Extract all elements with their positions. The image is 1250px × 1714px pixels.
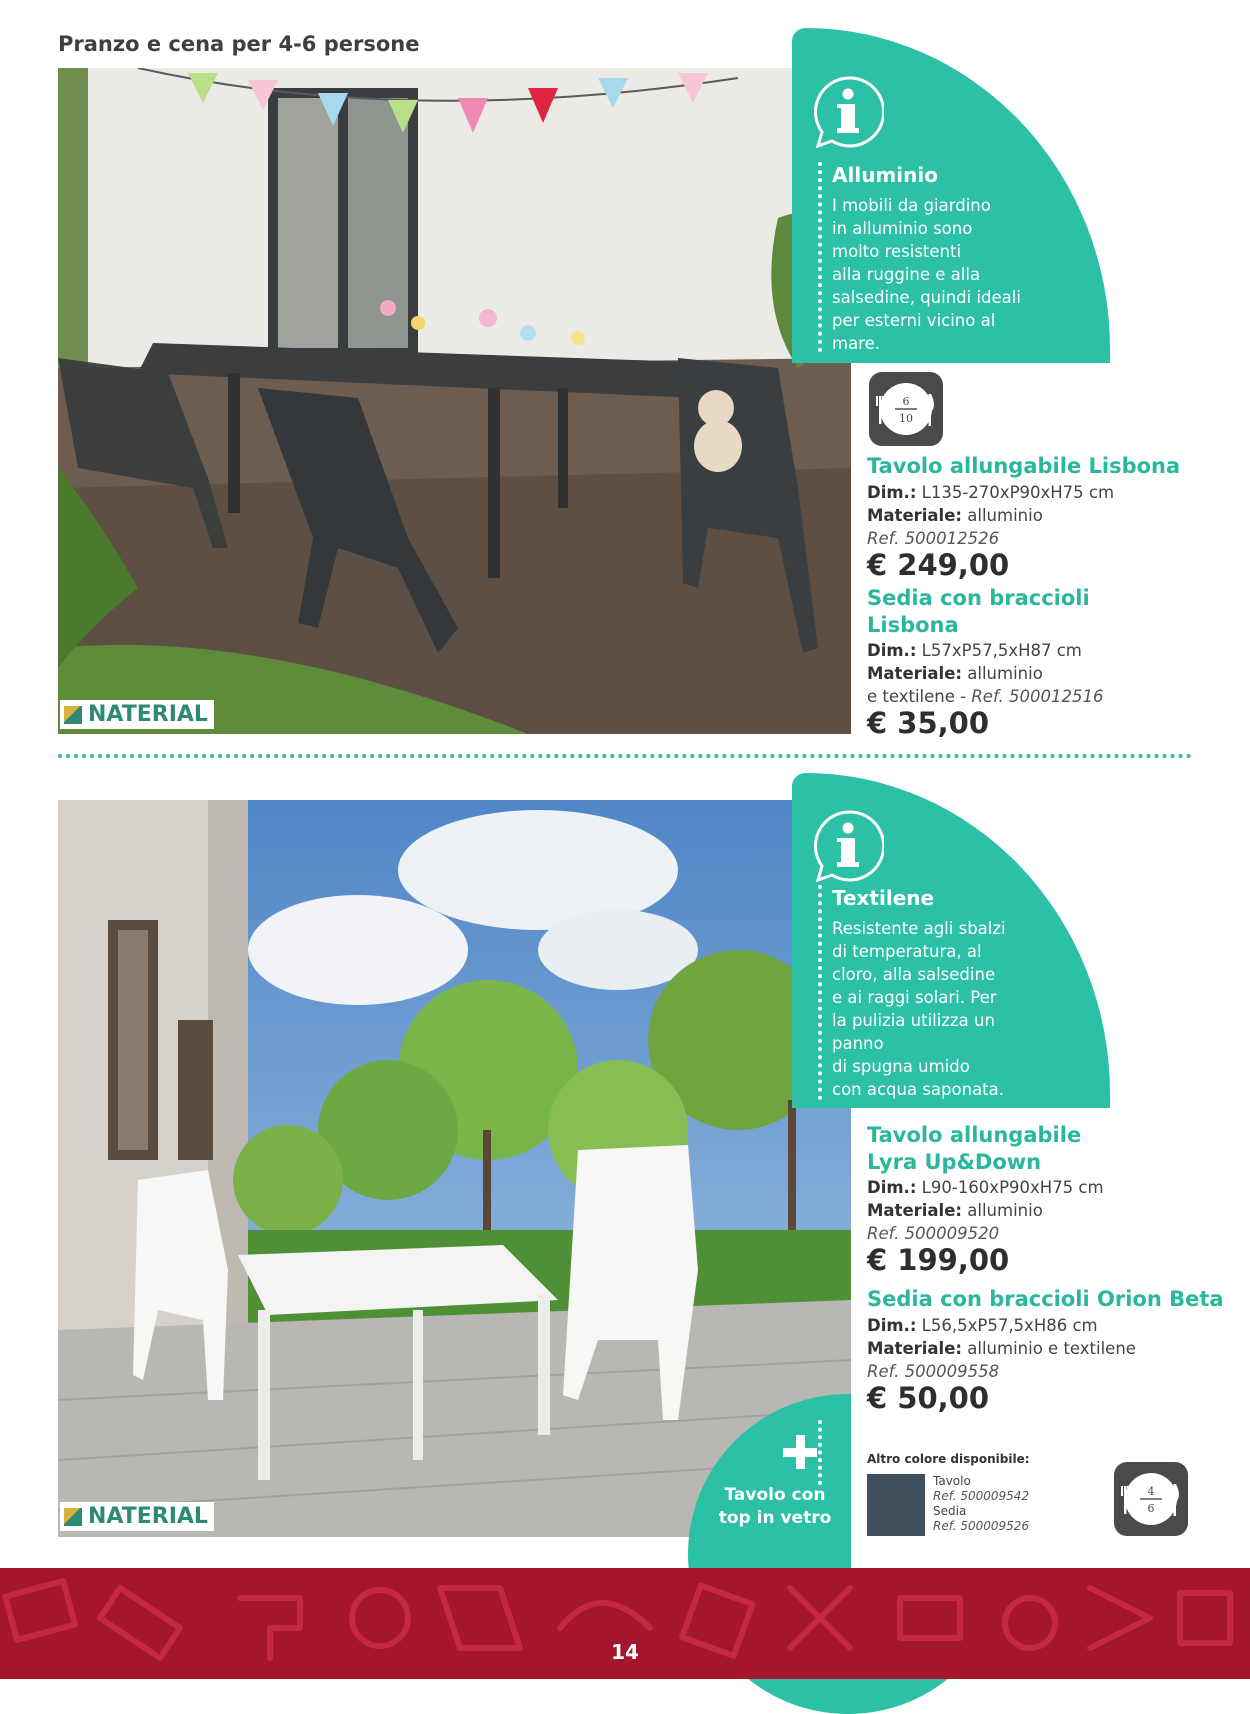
info-title: Textilene [832,886,935,910]
glass-top-text: Tavolo con top in vetro [718,1485,832,1528]
product-specs: Dim.: L90-160xP90xH75 cm Materiale: alluminio Ref. 500009520 [867,1178,1104,1243]
brand-mark-icon [64,706,82,724]
page-title: Pranzo e cena per 4-6 persone [58,32,420,56]
product-specs: Dim.: L57xP57,5xH87 cm Materiale: alluminio e textilene - Ref. 500012516 [867,641,1104,706]
info-dots [818,885,822,1100]
plus-icon [780,1432,820,1472]
other-color-heading: Altro colore disponibile: [867,1452,1030,1466]
product-specs: Dim.: L56,5xP57,5xH86 cm Materiale: alluminio e textilene Ref. 500009558 [867,1316,1136,1381]
section-divider [58,754,1192,758]
brand-mark-icon [64,1508,82,1526]
product-title: Tavolo allungabile Lyra Up&Down [867,1123,1082,1174]
page-number: 14 [611,1640,639,1664]
info-title: Alluminio [832,163,938,187]
other-color-refs: Tavolo Ref. 500009542 Sedia Ref. 500009526 [933,1474,1030,1533]
product-price: € 249,00 [867,548,1010,582]
info-text: Resistente agli sbalzi di temperatura, al cloro, alla salsedine e ai raggi solari. Per la pulizia utilizza un panno di spugna umido con acqua saponata. [832,919,1006,1099]
badge-bottom: 6 [1147,1502,1155,1515]
photo-lyra-set [58,800,851,1537]
badge-bottom: 10 [899,412,913,425]
brand-logo [60,700,214,729]
product-title: Tavolo allungabile Lisbona [867,454,1181,478]
info-icon [812,810,884,882]
info-text: I mobili da giardino in alluminio sono molto resistenti alla ruggine e alla salsedine, quindi ideali per esterni vicino al mare. [832,196,1021,353]
capacity-badge [1114,1462,1188,1536]
product-specs: Dim.: L135-270xP90xH75 cm Materiale: alluminio Ref. 500012526 [867,483,1115,548]
capacity-badge [869,372,943,446]
info-icon [812,76,884,148]
plus-dots [818,1420,822,1485]
badge-top: 4 [1147,1485,1155,1498]
product-title: Sedia con braccioli Orion Beta [867,1287,1224,1311]
brand-name: NATERIAL [88,702,208,727]
photo-lisbona-set [58,68,851,734]
product-price: € 199,00 [867,1243,1010,1277]
color-swatch [867,1474,925,1536]
info-dots [818,162,822,352]
product-price: € 35,00 [867,706,990,740]
badge-top: 6 [902,395,910,408]
brand-name: NATERIAL [88,1504,208,1529]
brand-logo [60,1502,214,1531]
product-price: € 50,00 [867,1381,990,1415]
product-title: Sedia con braccioli Lisbona [867,586,1090,637]
